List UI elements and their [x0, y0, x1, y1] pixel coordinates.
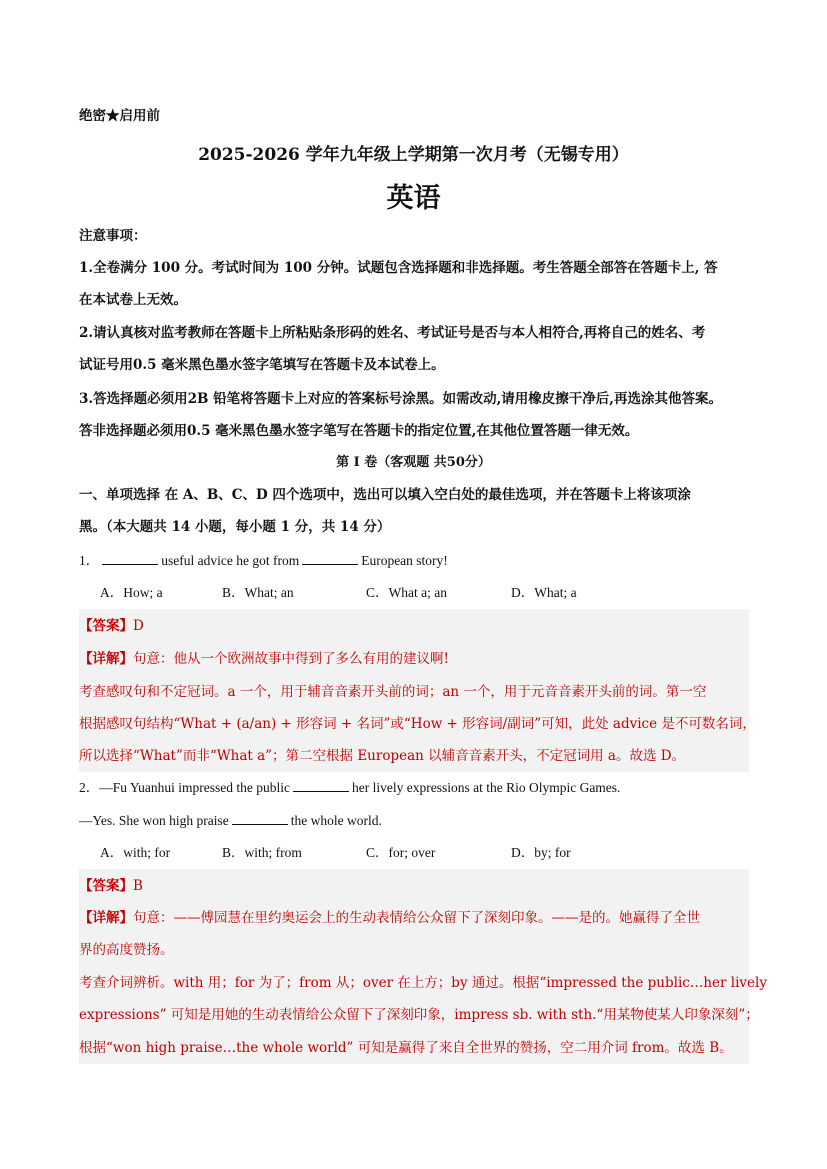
- question-2-option-d: D．by; for: [511, 845, 571, 860]
- notice-item-1-line-1: 1.全卷满分 100 分。考试时间为 100 分钟。试题包含选择题和非选择题。考生答题全部答在答题卡上, 答: [79, 260, 718, 276]
- question-1-detail-line-2: 考查感叹句和不定冠词。a 一个，用于辅音音素开头前的词；an 一个，用于元音音素开头前的词。第一空: [79, 684, 707, 700]
- question-1-detail-line-3: 根据感叹句结构“What + (a/an) + 形容词 + 名词”或“How + 形容词/副词”可知，此处 advice 是不可数名词，: [79, 716, 756, 732]
- question-1-blank-1: [102, 552, 158, 565]
- question-1-detail-line-1: [79, 649, 449, 669]
- detail-text: 句意：他从一个欧洲故事中得到了多么有用的建议啊!: [133, 651, 449, 667]
- question-2-text-b: her lively expressions at the Rio Olympic Games.: [351, 780, 621, 795]
- answer-tag: 【答案】: [79, 618, 133, 634]
- question-2-detail-line-4: expressions” 可知是用她的生动表情给公众留下了深刻印象，impress sb. with sth.“用某物使某人印象深刻”；: [79, 1007, 759, 1023]
- exam-title: 2025-2026 学年九年级上学期第一次月考（无锡专用）: [198, 145, 629, 165]
- notice-item-2-line-2: 试证号用0.5 毫米黑色墨水签字笔填写在答题卡及本试卷上。: [79, 357, 445, 373]
- notice-item-3-line-2: 答非选择题必须用0.5 毫米黑色墨水签字笔写在答题卡的指定位置,在其他位置答题一律无效。: [79, 423, 639, 439]
- question-1-detail-line-4: 所以选择“What”而非“What a”；第二空根据 European 以辅音音素开头，不定冠词用 a。故选 D。: [79, 748, 686, 764]
- part1-instruction-line-2: 黑。（本大题共 14 小题，每小题 1 分，共 14 分）: [79, 519, 391, 535]
- question-2-text-c: —Yes. She won high praise: [79, 813, 229, 828]
- question-1-answer: [79, 616, 144, 636]
- answer-value: D: [133, 618, 144, 634]
- question-2-answer-box: [79, 869, 749, 1064]
- question-2-detail-line-3: 考查介词辨析。with 用；for 为了；from 从；over 在上方；by 通过。根据“impressed the public…her lively: [79, 975, 767, 991]
- volume-heading: 第 I 卷（客观题 共50分）: [336, 455, 491, 470]
- question-2-blank-2: [232, 812, 288, 825]
- question-2-number: 2．: [79, 780, 100, 795]
- question-2-text-a: —Fu Yuanhui impressed the public: [99, 780, 290, 795]
- subject-title: 英语: [386, 183, 441, 214]
- question-1-number: 1．: [79, 553, 100, 568]
- answer-tag: 【答案】: [79, 878, 133, 894]
- notice-item-1-line-2: 在本试卷上无效。: [79, 292, 187, 308]
- question-2-answer: [79, 876, 143, 896]
- question-2-detail-line-2: 界的高度赞扬。: [79, 942, 174, 958]
- notice-item-2-line-1: 2.请认真核对监考教师在答题卡上所粘贴条形码的姓名、考试证号是否与本人相符合,再将自己的姓名、考: [79, 325, 706, 341]
- question-2-blank-1: [293, 779, 349, 792]
- question-2-detail-line-1: [79, 908, 700, 928]
- notice-title: 注意事项：: [79, 228, 147, 244]
- question-2-option-b: B．with; from: [222, 845, 302, 860]
- question-1-blank-2: [302, 552, 358, 565]
- question-1-option-d: D．What; a: [511, 585, 577, 600]
- question-1-option-c: C．What a; an: [366, 585, 447, 600]
- question-1-option-a: A．How; a: [100, 585, 163, 600]
- question-1-text-b: European story!: [361, 553, 448, 568]
- detail-tag: 【详解】: [79, 651, 133, 667]
- question-2-option-c: C．for; over: [366, 845, 436, 860]
- detail-text: 句意：——傅园慧在里约奥运会上的生动表情给公众留下了深刻印象。——是的。她赢得了全世: [133, 910, 700, 926]
- question-1-stem: [79, 551, 448, 571]
- question-1-text-a: useful advice he got from: [161, 553, 300, 568]
- question-2-stem-line-2: [79, 811, 382, 831]
- question-2-text-d: the whole world.: [290, 813, 382, 828]
- confidential-label: 绝密★启用前: [79, 108, 160, 124]
- detail-tag: 【详解】: [79, 910, 133, 926]
- question-2-stem-line-1: [79, 778, 620, 798]
- notice-item-3-line-1: 3.答选择题必须用2B 铅笔将答题卡上对应的答案标号涂黑。如需改动,请用橡皮擦干净后,再选涂其他答案。: [79, 391, 722, 407]
- answer-value: B: [133, 878, 143, 894]
- question-2-option-a: A．with; for: [100, 845, 171, 860]
- part1-instruction-line-1: 一、单项选择 在 A、B、C、D 四个选项中，选出可以填入空白处的最佳选项，并在答题卡上将该项涂: [79, 487, 691, 503]
- question-2-detail-line-5: 根据“won high praise…the whole world” 可知是赢得了来自全世界的赞扬，空二用介词 from。故选 B。: [79, 1040, 733, 1056]
- question-1-option-b: B．What; an: [222, 585, 294, 600]
